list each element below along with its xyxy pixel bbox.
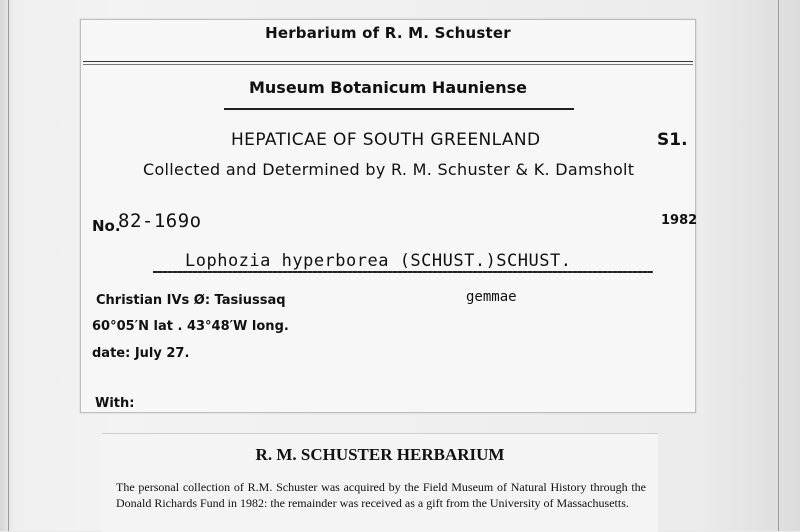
herbarium-heading: Herbarium of R. M. Schuster: [265, 24, 511, 42]
collection-year: 1982: [661, 213, 698, 228]
collectors-line: Collected and Determined by R. M. Schuster & K. Damsholt: [143, 160, 635, 179]
specimen-notes: gemmae: [466, 289, 517, 305]
museum-underline: [224, 108, 574, 110]
divider: [83, 61, 693, 62]
group-title: HEPATICAE OF SOUTH GREENLAND: [231, 130, 541, 150]
collection-date: date: July 27.: [92, 346, 190, 361]
specimen-number: 82-169o: [118, 210, 202, 232]
sheet-edge-right: [778, 0, 779, 531]
number-label: No.: [92, 217, 121, 235]
taxon-underline: [153, 271, 653, 273]
footer-title: R. M. SCHUSTER HERBARIUM: [255, 445, 505, 464]
taxon-name: Lophozia hyperborea (SCHUST.)SCHUST.: [185, 251, 572, 271]
museum-name: Museum Botanicum Hauniense: [248, 78, 527, 97]
footer-description: The personal collection of R.M. Schuster was acquired by the Field Museum of Natural History through the Donald Richards Fund in 1982: the remainder was received as a gift from the University of Massachusetts.: [116, 480, 646, 510]
divider: [83, 64, 693, 65]
locality: Christian IVs Ø: Tasiussaq: [96, 293, 286, 308]
coordinates: 60°05′N lat . 43°48′W long.: [92, 319, 289, 334]
page-marker: S1.: [657, 130, 688, 150]
specimen-label: [80, 19, 696, 413]
sheet-edge-left: [8, 0, 9, 531]
herbarium-footer-card: [102, 433, 658, 532]
with-field: With:: [95, 396, 135, 411]
